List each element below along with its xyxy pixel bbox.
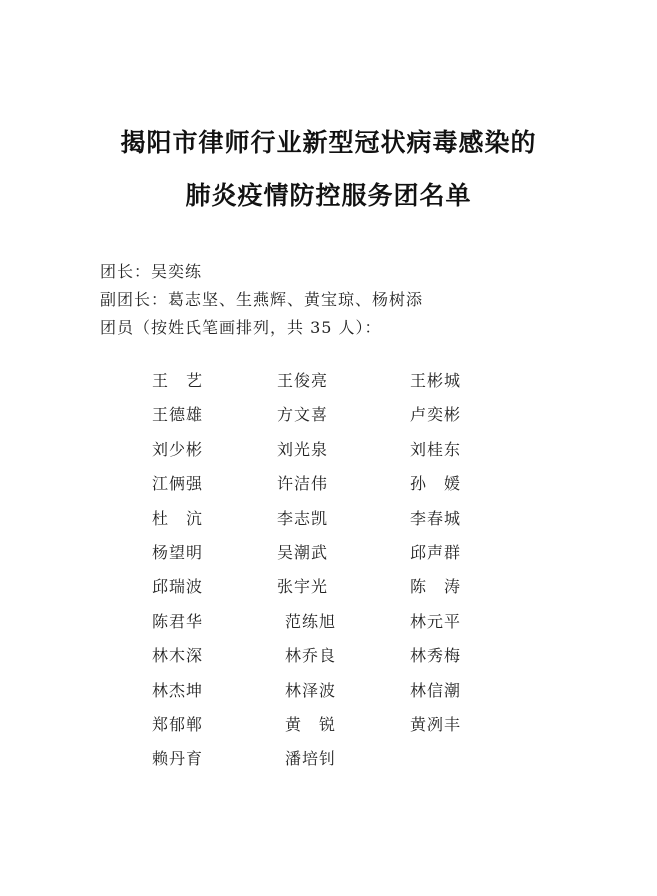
member-name: 刘光泉 bbox=[277, 439, 329, 459]
member-name: 李志凯 bbox=[277, 508, 329, 528]
member-name: 黄 锐 bbox=[285, 714, 337, 734]
member-name: 许洁伟 bbox=[277, 474, 329, 494]
member-row bbox=[0, 746, 657, 780]
member-name: 黄冽丰 bbox=[410, 714, 462, 734]
member-name: 方文喜 bbox=[277, 405, 329, 425]
document-title-line-2: 肺炎疫情防控服务团名单 bbox=[185, 181, 472, 210]
member-row bbox=[0, 712, 657, 746]
member-name: 吴潮武 bbox=[277, 542, 329, 562]
member-name: 孙 媛 bbox=[410, 474, 462, 494]
member-name: 范练旭 bbox=[285, 611, 337, 631]
document-title-line-1: 揭阳市律师行业新型冠状病毒感染的 bbox=[120, 128, 537, 157]
member-name: 林泽波 bbox=[285, 680, 337, 700]
member-name: 邱瑞波 bbox=[152, 577, 204, 597]
member-row bbox=[0, 402, 657, 436]
member-name: 林木深 bbox=[152, 646, 204, 666]
member-name: 刘桂东 bbox=[410, 439, 462, 459]
member-name: 赖丹育 bbox=[152, 749, 204, 769]
member-row bbox=[0, 437, 657, 471]
member-name: 潘培钊 bbox=[285, 749, 337, 769]
member-name: 陈君华 bbox=[152, 611, 204, 631]
team-leader-line: 团长：吴奕练 bbox=[100, 262, 203, 281]
member-row bbox=[0, 471, 657, 505]
member-name: 林元平 bbox=[410, 611, 462, 631]
member-name: 王德雄 bbox=[152, 405, 204, 425]
deputy-leaders-line: 副团长：葛志坚、生燕辉、黄宝琼、杨树添 bbox=[100, 290, 424, 309]
member-name: 杜 沆 bbox=[152, 508, 204, 528]
member-name: 刘少彬 bbox=[152, 439, 204, 459]
member-name: 王俊亮 bbox=[277, 371, 329, 390]
member-name: 郑郁郸 bbox=[152, 714, 204, 734]
member-name: 林信潮 bbox=[410, 680, 462, 700]
member-name: 林秀梅 bbox=[410, 646, 462, 666]
members-name-grid bbox=[0, 368, 657, 781]
member-row bbox=[0, 368, 657, 402]
member-name: 张宇光 bbox=[277, 577, 329, 597]
member-name: 杨望明 bbox=[152, 542, 204, 562]
member-row bbox=[0, 506, 657, 540]
members-intro-line: 团员（按姓氏笔画排列，共 35 人）： bbox=[100, 318, 382, 337]
member-name: 陈 涛 bbox=[410, 577, 462, 597]
member-name: 江俩强 bbox=[152, 474, 204, 494]
member-name: 李春城 bbox=[410, 508, 462, 528]
member-name: 邱声群 bbox=[410, 542, 462, 562]
member-name: 王彬城 bbox=[410, 371, 462, 390]
member-row bbox=[0, 609, 657, 643]
member-name: 王 艺 bbox=[152, 371, 204, 390]
member-row bbox=[0, 540, 657, 574]
member-row bbox=[0, 574, 657, 608]
member-name: 林乔良 bbox=[285, 646, 337, 666]
member-name: 林杰坤 bbox=[152, 680, 204, 700]
member-row bbox=[0, 678, 657, 712]
member-name: 卢奕彬 bbox=[410, 405, 462, 425]
member-row bbox=[0, 643, 657, 677]
